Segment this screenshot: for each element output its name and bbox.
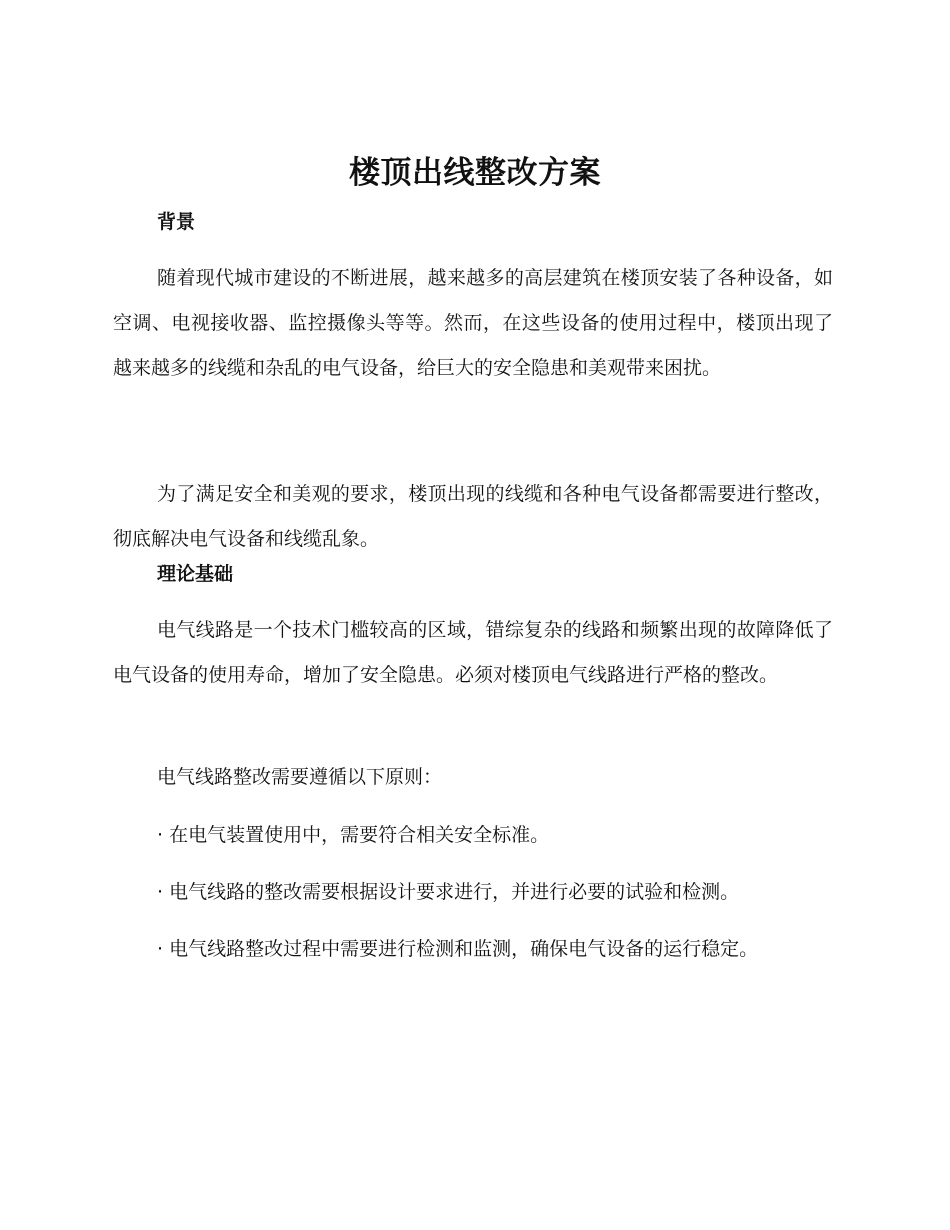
paragraph: 电气线路整改需要遵循以下原则： — [157, 766, 443, 788]
paragraph: 为了满足安全和美观的要求，楼顶出现的线缆和各种电气设备都需要进行整改，彻底解决电气设备和线缆乱象。 — [113, 483, 833, 550]
paragraph: 电气线路是一个技术门槛较高的区域，错综复杂的线路和频繁出现的故障降低了电气设备的使用寿命，增加了安全隐患。必须对楼顶电气线路进行严格的整改。 — [113, 619, 833, 686]
paragraph: 随着现代城市建设的不断进展，越来越多的高层建筑在楼顶安装了各种设备，如空调、电视接收器、监控摄像头等等。然而，在这些设备的使用过程中，楼顶出现了越来越多的线缆和杂乱的电气设备，给巨大的安全隐患和美观带来困扰。 — [113, 267, 833, 379]
section-heading-background: 背景 — [157, 211, 196, 233]
document-title: 楼顶出线整改方案 — [349, 155, 601, 191]
bullet-item: · 电气线路的整改需要根据设计要求进行，并进行必要的试验和检测。 — [157, 881, 740, 903]
bullet-item: · 电气线路整改过程中需要进行检测和监测，确保电气设备的运行稳定。 — [157, 938, 759, 960]
section-heading-theory: 理论基础 — [157, 563, 234, 585]
bullet-item: · 在电气装置使用中，需要符合相关安全标准。 — [157, 824, 550, 846]
